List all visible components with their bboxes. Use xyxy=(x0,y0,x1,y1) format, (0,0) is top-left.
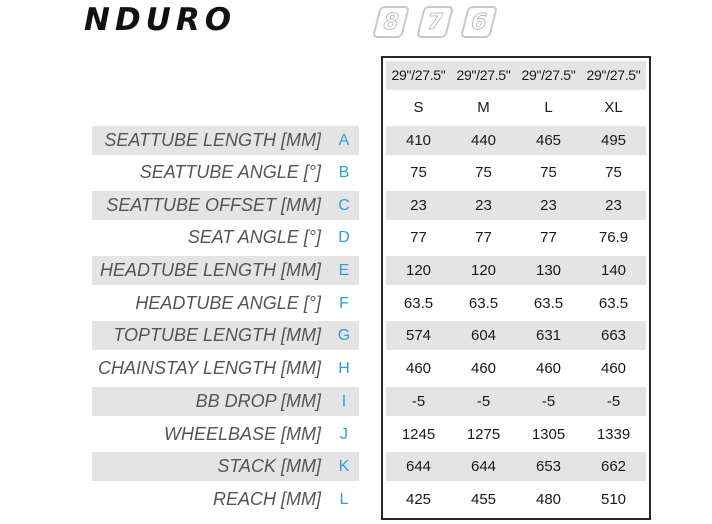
cell-s: 77 xyxy=(410,229,427,246)
row-label: SEAT ANGLE [°] xyxy=(187,227,321,247)
cell-m: 1275 xyxy=(466,426,501,443)
table-row xyxy=(0,386,712,418)
cell-xl: 75 xyxy=(605,164,622,181)
cell-l: 23 xyxy=(516,191,581,220)
wheel-size-6-icon: 6 xyxy=(460,6,498,38)
row-label: SEATTUBE ANGLE [°] xyxy=(139,162,321,182)
cell-l: 631 xyxy=(516,321,581,350)
table-row xyxy=(0,353,712,385)
cell-l: -5 xyxy=(516,387,581,416)
row-code: D xyxy=(338,229,350,246)
row-label: HEADTUBE ANGLE [°] xyxy=(135,293,321,313)
cell-m: 440 xyxy=(451,126,516,155)
row-code: E xyxy=(329,256,359,285)
cell-s: 75 xyxy=(410,164,427,181)
cell-m: 604 xyxy=(451,321,516,350)
header-size-m: M xyxy=(477,99,490,116)
cell-s: 574 xyxy=(386,321,451,350)
row-label: BB DROP [MM] xyxy=(92,387,329,416)
row-code: B xyxy=(338,164,350,181)
row-code: G xyxy=(329,321,359,350)
cell-xl: 23 xyxy=(581,191,646,220)
row-label: CHAINSTAY LENGTH [MM] xyxy=(97,358,321,378)
cell-m: 77 xyxy=(475,229,492,246)
cell-m: 23 xyxy=(451,191,516,220)
row-label: SEATTUBE LENGTH [MM] xyxy=(92,126,329,155)
header-wheel-l: 29"/27.5" xyxy=(516,61,581,90)
cell-l: 460 xyxy=(535,360,562,377)
header-wheel-m: 29"/27.5" xyxy=(451,61,516,90)
brand-logo: NDURO xyxy=(84,2,237,38)
cell-s: 425 xyxy=(405,491,432,508)
cell-s: 23 xyxy=(386,191,451,220)
row-label: TOPTUBE LENGTH [MM] xyxy=(92,321,329,350)
wheel-size-icons xyxy=(376,6,494,38)
row-label: STACK [MM] xyxy=(92,452,329,481)
cell-l: 77 xyxy=(540,229,557,246)
table-row xyxy=(0,255,712,287)
cell-l: 1305 xyxy=(531,426,566,443)
cell-s: 1245 xyxy=(401,426,436,443)
header-size-xl: XL xyxy=(604,99,623,116)
table-row xyxy=(0,288,712,320)
row-code: L xyxy=(339,491,349,508)
cell-xl: 460 xyxy=(600,360,627,377)
cell-m: 63.5 xyxy=(468,295,499,312)
row-label: SEATTUBE OFFSET [MM] xyxy=(92,191,329,220)
row-code: H xyxy=(338,360,350,377)
row-code: F xyxy=(339,295,349,312)
cell-l: 130 xyxy=(516,256,581,285)
row-code: J xyxy=(340,426,348,443)
table-row xyxy=(0,451,712,483)
cell-xl: 63.5 xyxy=(598,295,629,312)
cell-xl: -5 xyxy=(581,387,646,416)
cell-s: 63.5 xyxy=(403,295,434,312)
header-size-l: L xyxy=(544,99,553,116)
cell-s: 644 xyxy=(386,452,451,481)
cell-xl: 663 xyxy=(581,321,646,350)
row-label: REACH [MM] xyxy=(213,489,321,509)
cell-m: -5 xyxy=(451,387,516,416)
cell-s: -5 xyxy=(386,387,451,416)
table-row xyxy=(0,222,712,254)
cell-l: 653 xyxy=(516,452,581,481)
cell-xl: 662 xyxy=(581,452,646,481)
table-row xyxy=(0,484,712,516)
cell-s: 460 xyxy=(405,360,432,377)
cell-xl: 1339 xyxy=(596,426,631,443)
table-row xyxy=(0,419,712,451)
cell-m: 455 xyxy=(470,491,497,508)
wheel-size-8-icon: 8 xyxy=(372,6,410,38)
cell-l: 465 xyxy=(516,126,581,155)
row-code: A xyxy=(329,126,359,155)
cell-l: 63.5 xyxy=(533,295,564,312)
cell-xl: 140 xyxy=(581,256,646,285)
wheel-size-7-icon: 7 xyxy=(416,6,454,38)
header-size-s: S xyxy=(413,99,424,116)
row-code: I xyxy=(329,387,359,416)
row-code: K xyxy=(329,452,359,481)
cell-s: 120 xyxy=(386,256,451,285)
row-label: WHEELBASE [MM] xyxy=(163,424,321,444)
cell-m: 75 xyxy=(475,164,492,181)
table-row xyxy=(0,157,712,189)
cell-xl: 495 xyxy=(581,126,646,155)
cell-s: 410 xyxy=(386,126,451,155)
cell-l: 75 xyxy=(540,164,557,181)
header-wheel-s: 29"/27.5" xyxy=(386,61,451,90)
cell-m: 120 xyxy=(451,256,516,285)
row-code: C xyxy=(329,191,359,220)
table-row xyxy=(0,190,712,222)
cell-xl: 510 xyxy=(600,491,627,508)
table-row xyxy=(0,125,712,157)
cell-m: 644 xyxy=(451,452,516,481)
cell-xl: 76.9 xyxy=(598,229,629,246)
header-wheel-xl: 29"/27.5" xyxy=(581,61,646,90)
cell-m: 460 xyxy=(470,360,497,377)
table-row xyxy=(0,320,712,352)
cell-l: 480 xyxy=(535,491,562,508)
row-label: HEADTUBE LENGTH [MM] xyxy=(92,256,329,285)
